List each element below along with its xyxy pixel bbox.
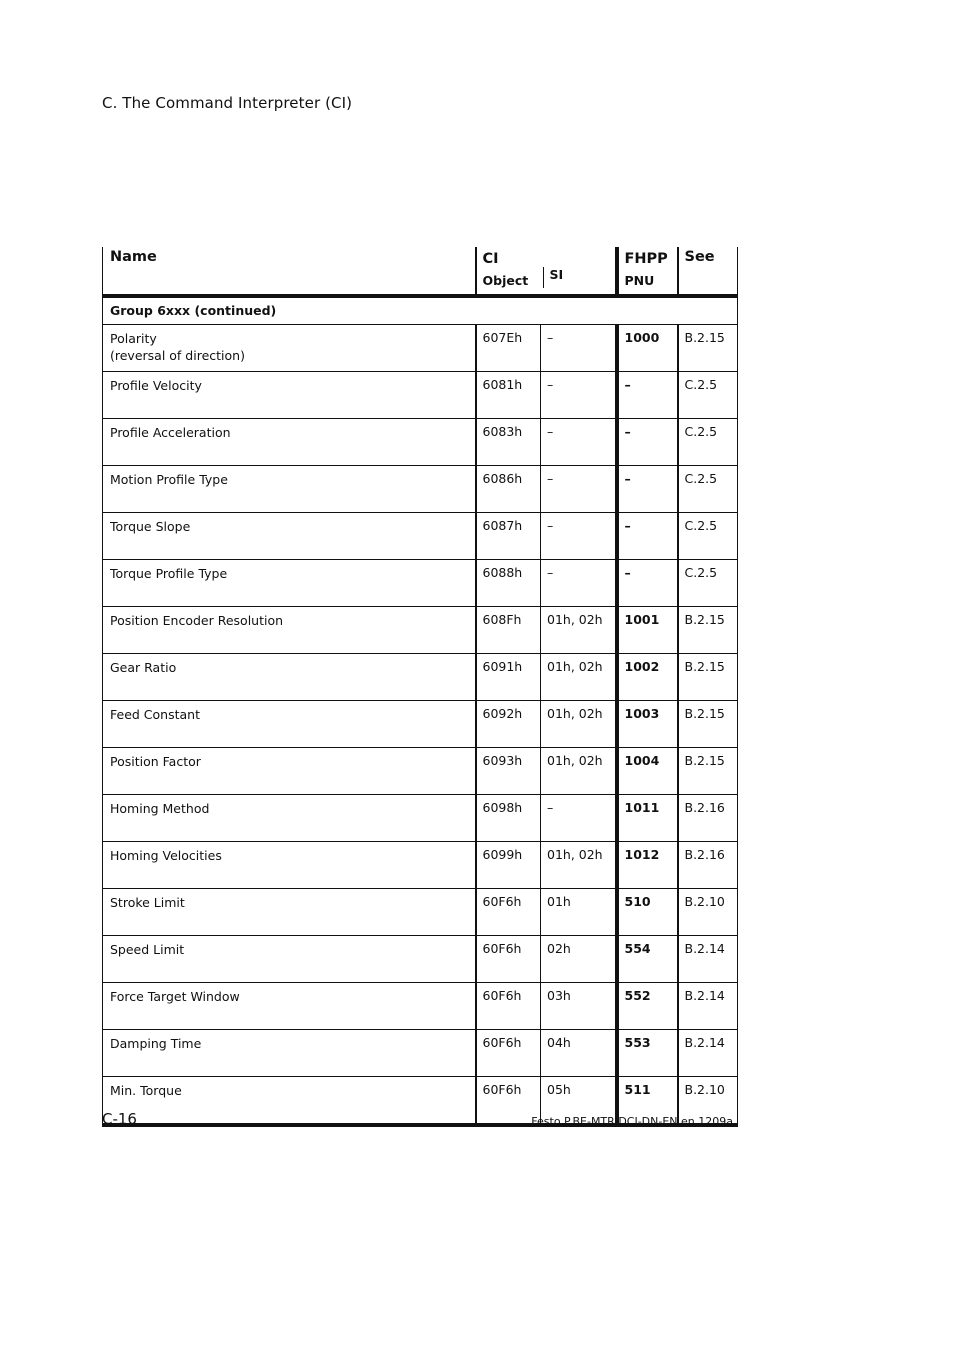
cell-name-line: Torque Profile Type	[110, 566, 228, 581]
cell-object: 6087h	[476, 513, 541, 560]
cell-si: 01h, 02h	[541, 654, 617, 701]
table-row	[103, 983, 738, 1030]
cell-si: –	[541, 325, 617, 372]
cell-name-line: Feed Constant	[110, 707, 200, 722]
cell-pnu: 1000	[617, 325, 678, 372]
cell-si: 01h, 02h	[541, 701, 617, 748]
cell-si: 02h	[541, 936, 617, 983]
cell-name-line: Homing Velocities	[110, 848, 222, 863]
header-object: Object	[482, 273, 529, 288]
object-table	[102, 247, 738, 1127]
cell-pnu: –	[617, 513, 678, 560]
header-pnu: PNU	[624, 273, 655, 288]
cell-name-line: Motion Profile Type	[110, 472, 228, 487]
cell-si: 01h, 02h	[541, 842, 617, 889]
header-fhpp	[617, 247, 678, 296]
cell-name	[103, 607, 476, 654]
cell-see: B.2.10	[678, 1077, 738, 1126]
cell-si: 05h	[541, 1077, 617, 1126]
cell-name	[103, 701, 476, 748]
cell-name	[103, 654, 476, 701]
document-id: Festo P.BE-MTR-DCI-DN-EN en 1209a	[531, 1115, 733, 1128]
table-row	[103, 654, 738, 701]
cell-see: C.2.5	[678, 419, 738, 466]
cell-pnu: 511	[617, 1077, 678, 1126]
cell-si: 04h	[541, 1030, 617, 1077]
cell-see: B.2.15	[678, 607, 738, 654]
table-row	[103, 560, 738, 607]
cell-object: 6099h	[476, 842, 541, 889]
cell-si: –	[541, 419, 617, 466]
table-row	[103, 842, 738, 889]
header-ci	[476, 247, 617, 296]
cell-si: 01h, 02h	[541, 607, 617, 654]
cell-object: 6088h	[476, 560, 541, 607]
cell-name	[103, 795, 476, 842]
cell-si: 01h	[541, 889, 617, 936]
cell-name	[103, 560, 476, 607]
cell-si: –	[541, 466, 617, 513]
page-number: C-16	[102, 1110, 137, 1128]
table-row	[103, 1030, 738, 1077]
table-row	[103, 701, 738, 748]
cell-object: 6081h	[476, 372, 541, 419]
table-row	[103, 936, 738, 983]
cell-name	[103, 748, 476, 795]
cell-name	[103, 419, 476, 466]
cell-name-line: Profile Velocity	[110, 378, 202, 393]
table-row	[103, 748, 738, 795]
cell-pnu: 1003	[617, 701, 678, 748]
cell-name	[103, 466, 476, 513]
cell-name-line: Force Target Window	[110, 989, 240, 1004]
group-row	[103, 296, 738, 325]
cell-name	[103, 842, 476, 889]
cell-object: 60F6h	[476, 1030, 541, 1077]
cell-name-line2: (reversal of direction)	[110, 348, 245, 363]
cell-name-line: Speed Limit	[110, 942, 185, 957]
cell-object: 608Fh	[476, 607, 541, 654]
cell-name-line: Min. Torque	[110, 1083, 182, 1098]
cell-object: 60F6h	[476, 936, 541, 983]
table-row	[103, 513, 738, 560]
cell-pnu: 510	[617, 889, 678, 936]
header-ci-label: CI	[482, 251, 499, 267]
cell-pnu: –	[617, 419, 678, 466]
cell-see: C.2.5	[678, 372, 738, 419]
cell-object: 6091h	[476, 654, 541, 701]
cell-object: 6093h	[476, 748, 541, 795]
cell-name	[103, 325, 476, 372]
cell-pnu: –	[617, 372, 678, 419]
cell-name	[103, 936, 476, 983]
table-header-row	[103, 247, 738, 296]
table-row	[103, 325, 738, 372]
cell-name	[103, 1077, 476, 1126]
cell-si: 01h, 02h	[541, 748, 617, 795]
table-row	[103, 372, 738, 419]
cell-see: B.2.14	[678, 936, 738, 983]
cell-see: B.2.15	[678, 654, 738, 701]
cell-pnu: 553	[617, 1030, 678, 1077]
cell-pnu: 554	[617, 936, 678, 983]
cell-name	[103, 372, 476, 419]
table-row	[103, 419, 738, 466]
header-fhpp-label: FHPP	[624, 251, 668, 267]
table-row	[103, 889, 738, 936]
cell-pnu: –	[617, 560, 678, 607]
cell-name-line: Position Factor	[110, 754, 201, 769]
cell-see: B.2.14	[678, 983, 738, 1030]
cell-see: B.2.15	[678, 701, 738, 748]
cell-pnu: 1011	[617, 795, 678, 842]
cell-see: B.2.16	[678, 842, 738, 889]
cell-pnu: 1001	[617, 607, 678, 654]
cell-name	[103, 889, 476, 936]
cell-pnu: 1012	[617, 842, 678, 889]
cell-si: 03h	[541, 983, 617, 1030]
group-label: Group 6xxx (continued)	[103, 296, 738, 325]
cell-object: 607Eh	[476, 325, 541, 372]
cell-name	[103, 513, 476, 560]
header-name: Name	[103, 247, 476, 296]
table-row	[103, 607, 738, 654]
cell-name-line: Polarity	[110, 331, 157, 346]
cell-object: 60F6h	[476, 983, 541, 1030]
cell-object: 6083h	[476, 419, 541, 466]
cell-object: 60F6h	[476, 889, 541, 936]
cell-see: B.2.10	[678, 889, 738, 936]
table-row	[103, 466, 738, 513]
cell-see: C.2.5	[678, 513, 738, 560]
cell-si: –	[541, 795, 617, 842]
cell-si: –	[541, 560, 617, 607]
cell-name	[103, 1030, 476, 1077]
cell-name-line: Profile Acceleration	[110, 425, 231, 440]
header-si: SI	[543, 267, 615, 288]
cell-pnu: 1004	[617, 748, 678, 795]
cell-name-line: Torque Slope	[110, 519, 191, 534]
cell-name-line: Damping Time	[110, 1036, 202, 1051]
cell-object: 6092h	[476, 701, 541, 748]
cell-pnu: –	[617, 466, 678, 513]
cell-si: –	[541, 513, 617, 560]
cell-see: B.2.15	[678, 748, 738, 795]
cell-object: 60F6h	[476, 1077, 541, 1126]
cell-name-line: Position Encoder Resolution	[110, 613, 284, 628]
cell-see: C.2.5	[678, 466, 738, 513]
cell-see: C.2.5	[678, 560, 738, 607]
page-header-title: C. The Command Interpreter (CI)	[102, 94, 353, 112]
cell-see: B.2.16	[678, 795, 738, 842]
cell-si: –	[541, 372, 617, 419]
cell-object: 6086h	[476, 466, 541, 513]
cell-see: B.2.14	[678, 1030, 738, 1077]
cell-name-line: Stroke Limit	[110, 895, 185, 910]
cell-name-line: Homing Method	[110, 801, 210, 816]
header-see: See	[678, 247, 738, 296]
cell-name	[103, 983, 476, 1030]
cell-object: 6098h	[476, 795, 541, 842]
table-row	[103, 795, 738, 842]
cell-name-line: Gear Ratio	[110, 660, 177, 675]
cell-pnu: 552	[617, 983, 678, 1030]
cell-see: B.2.15	[678, 325, 738, 372]
cell-pnu: 1002	[617, 654, 678, 701]
